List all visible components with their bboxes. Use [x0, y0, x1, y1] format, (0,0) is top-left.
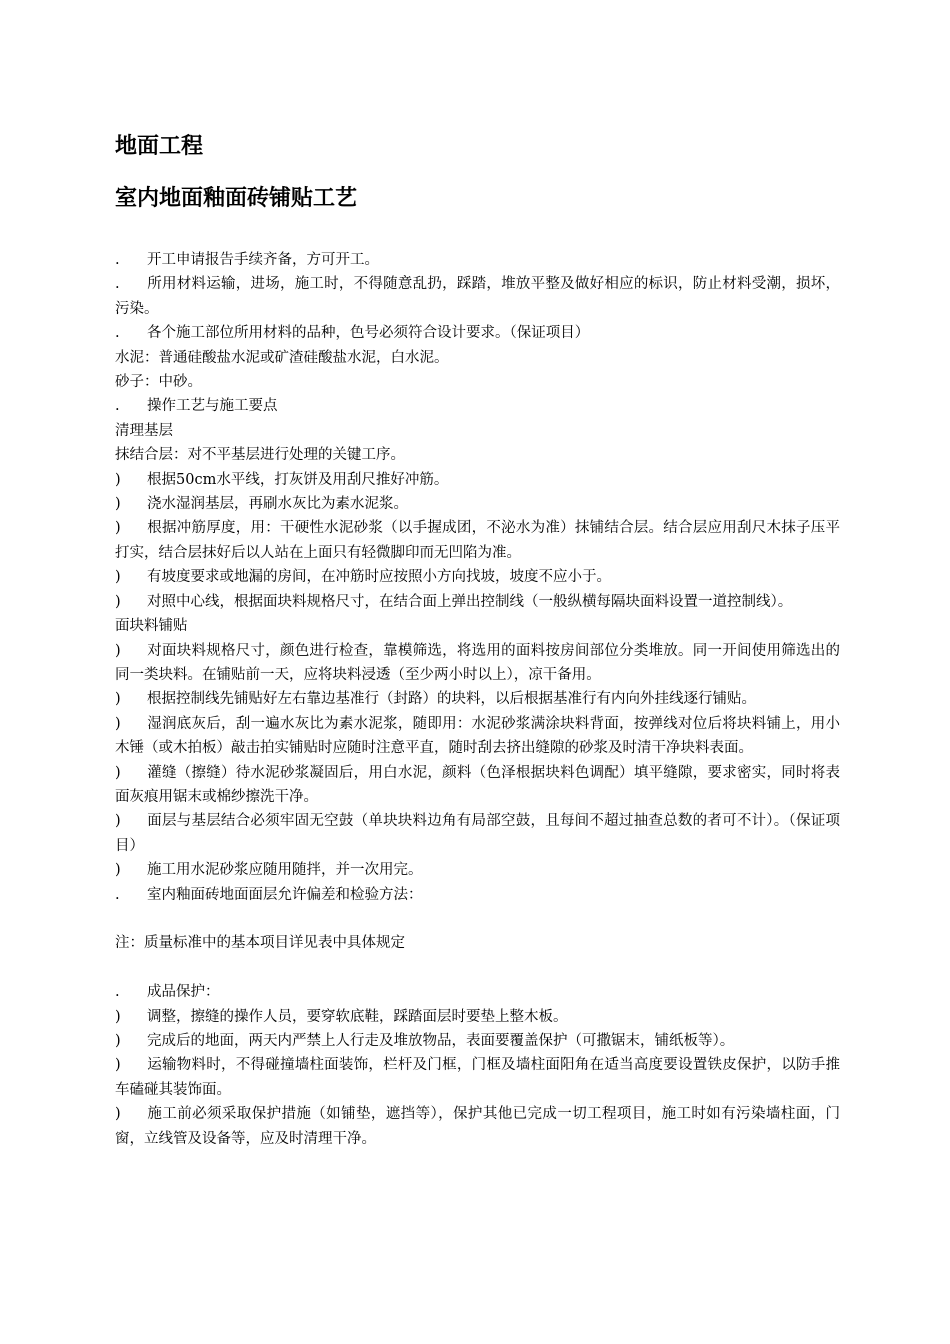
document-body [115, 248, 840, 1151]
paragraph-text: 运输物料时，不得碰撞墙柱面装饰，栏杆及门框，门框及墙柱面阳角在适当高度要设置铁皮保护，以防手推车磕碰其装饰面。 [115, 1057, 840, 1098]
paragraph [115, 419, 840, 443]
paragraph-text: 灌缝（擦缝）待水泥砂浆凝固后，用白水泥，颜料（色泽根据块料色调配）填平缝隙，要求密实，同时将表面灰痕用锯末或棉纱擦洗干净。 [115, 764, 840, 805]
list-marker: ) [115, 715, 121, 732]
paragraph-text: 砂子：中砂。 [115, 374, 202, 391]
list-marker: ) [115, 496, 121, 513]
blank-line [115, 956, 840, 980]
paragraph-text: 调整，擦缝的操作人员，要穿软底鞋，踩踏面层时要垫上整木板。 [147, 1008, 568, 1025]
paragraph-text: 清理基层 [115, 422, 173, 439]
paragraph [115, 858, 840, 882]
paragraph-text: 注：质量标准中的基本项目详见表中具体规定 [115, 935, 405, 952]
paragraph [115, 248, 840, 272]
list-marker: ) [115, 1106, 121, 1123]
paragraph-text: 开工申请报告手续齐备，方可开工。 [147, 252, 379, 268]
paragraph-text: 浇水湿润基层，再刷水灰比为素水泥浆。 [147, 496, 408, 513]
paragraph-text: 施工前必须采取保护措施（如铺垫，遮挡等），保护其他已完成一切工程项目，施工时如有污染墙柱面，门窗，立线管及设备等，应及时清理干净。 [115, 1106, 840, 1147]
paragraph [115, 346, 840, 370]
list-marker: ) [115, 1032, 121, 1049]
list-marker: ) [115, 1008, 121, 1025]
paragraph-text: 所用材料运输，进场，施工时，不得随意乱扔，踩踏，堆放平整及做好相应的标识，防止材料受潮，损坏，污染。 [115, 276, 840, 317]
paragraph [115, 1005, 840, 1029]
list-marker: ) [115, 764, 121, 781]
paragraph [115, 370, 840, 394]
paragraph [115, 590, 840, 614]
paragraph-text: 成品保护： [147, 984, 220, 1001]
list-marker: . [115, 886, 120, 903]
paragraph [115, 565, 840, 589]
paragraph [115, 321, 840, 345]
paragraph [115, 712, 840, 761]
paragraph [115, 614, 840, 638]
paragraph [115, 761, 840, 810]
paragraph [115, 639, 840, 688]
document-page [115, 132, 840, 1151]
document-subtitle: 室内地面釉面砖铺贴工艺 [115, 186, 358, 211]
paragraph-text: 根据冲筋厚度，用：干硬性水泥砂浆（以手握成团，不泌水为准）抹铺结合层。结合层应用刮尺木抹子压平打实，结合层抹好后以人站在上面只有轻微脚印而无凹陷为准。 [115, 520, 840, 561]
paragraph-text: 操作工艺与施工要点 [147, 398, 278, 415]
paragraph [115, 931, 840, 955]
list-marker: ) [115, 1057, 121, 1074]
list-marker: ) [115, 691, 121, 708]
paragraph [115, 443, 840, 467]
list-marker: . [115, 252, 120, 268]
list-marker: ) [115, 642, 121, 659]
list-marker: ) [115, 813, 121, 830]
paragraph-text: 有坡度要求或地漏的房间，在冲筋时应按照小方向找坡，坡度不应小于。 [147, 569, 611, 586]
paragraph [115, 468, 840, 492]
paragraph-text: 面层与基层结合必须牢固无空鼓（单块块料边角有局部空鼓，且每间不超过抽查总数的者可不计）。（保证项目） [115, 813, 840, 854]
list-marker: ) [115, 593, 121, 610]
paragraph-text: 根据50cm水平线，打灰饼及用刮尺推好冲筋。 [147, 471, 449, 488]
paragraph [115, 687, 840, 711]
paragraph [115, 1053, 840, 1102]
list-marker: . [115, 984, 120, 1001]
paragraph [115, 394, 840, 418]
paragraph [115, 980, 840, 1004]
paragraph [115, 1029, 840, 1053]
list-marker: ) [115, 569, 121, 586]
list-marker: ) [115, 520, 121, 537]
paragraph-text: 施工用水泥砂浆应随用随拌，并一次用完。 [147, 862, 423, 879]
list-marker: ) [115, 862, 121, 879]
paragraph-text: 根据控制线先铺贴好左右靠边基准行（封路）的块料，以后根据基准行有内向外挂线逐行铺贴。 [147, 691, 756, 708]
paragraph [115, 272, 840, 321]
list-marker: . [115, 276, 120, 293]
paragraph-text: 完成后的地面，两天内严禁上人行走及堆放物品，表面要覆盖保护（可撒锯末，铺纸板等）。 [147, 1032, 735, 1049]
paragraph [115, 516, 840, 565]
paragraph-text: 对照中心线，根据面块料规格尺寸，在结合面上弹出控制线（一般纵横每隔块面料设置一道控制线）。 [147, 593, 793, 610]
paragraph-text: 对面块料规格尺寸，颜色进行检查，靠模筛选，将选用的面料按房间部位分类堆放。同一开间使用筛选出的同一类块料。在铺贴前一天，应将块料浸透（至少两小时以上），凉干备用。 [115, 642, 840, 683]
list-marker: . [115, 398, 120, 415]
paragraph [115, 492, 840, 516]
list-marker: . [115, 325, 120, 342]
document-title: 地面工程 [115, 134, 204, 159]
paragraph-text: 各个施工部位所用材料的品种，色号必须符合设计要求。（保证项目） [147, 325, 590, 342]
paragraph [115, 809, 840, 858]
paragraph-text: 湿润底灰后，刮一遍水灰比为素水泥浆，随即用：水泥砂浆满涂块料背面，按弹线对位后将块料铺上，用小木锤（或木拍板）敲击拍实铺贴时应随时注意平直，随时刮去挤出缝隙的砂浆及时清干净块料表面。 [115, 715, 840, 757]
paragraph-text: 面块料铺贴 [115, 618, 188, 635]
paragraph-text: 水泥：普通硅酸盐水泥或矿渣硅酸盐水泥，白水泥。 [115, 349, 449, 366]
list-marker: ) [115, 471, 121, 488]
paragraph-text: 抹结合层：对不平基层进行处理的关键工序。 [115, 447, 405, 464]
paragraph [115, 883, 840, 907]
paragraph-text: 室内釉面砖地面面层允许偏差和检验方法： [147, 886, 423, 903]
paragraph [115, 1102, 840, 1151]
blank-line [115, 907, 840, 931]
